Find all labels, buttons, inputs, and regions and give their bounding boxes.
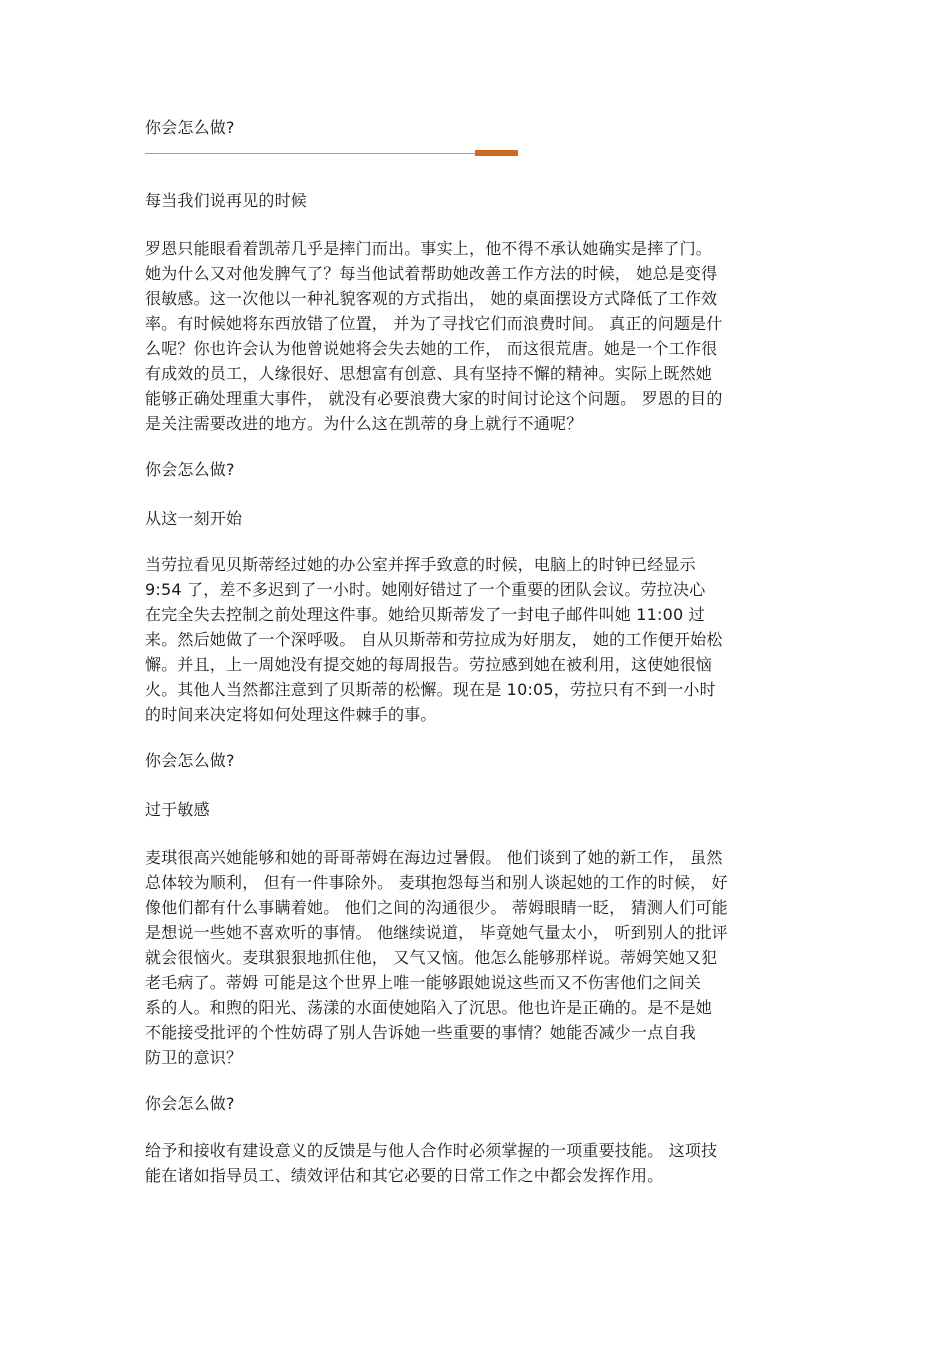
paragraph-feedback [145, 1138, 815, 1188]
paragraph-line: 防卫的意识？ [145, 1048, 243, 1067]
paragraph-line: 是想说一些她不喜欢听的事情。 他继续说道， 毕竟她气量太小， 听到别人的批评 [145, 923, 728, 942]
paragraph-line: 麦琪很高兴她能够和她的哥哥蒂姆在海边过暑假。 他们谈到了她的新工作， 虽然 [145, 848, 723, 867]
section-heading: 从这一刻开始 [145, 509, 243, 528]
paragraph-line: 系的人。和煦的阳光、荡漾的水面使她陷入了沉思。他也许是正确的。是不是她 [145, 998, 713, 1017]
title-rule [145, 153, 475, 154]
section-heading: 每当我们说再见的时候 [145, 191, 308, 210]
paragraph-line: 9:54 了，差不多迟到了一小时。她刚好错过了一个重要的团队会议。劳拉决心 [145, 580, 706, 599]
paragraph-line: 老毛病了。蒂姆 可能是这个世界上唯一能够跟她说这些而又不伤害他们之间关 [145, 973, 702, 992]
paragraph-line: 有成效的员工，人缘很好、思想富有创意、具有坚持不懈的精神。实际上既然她 [145, 364, 713, 383]
section-heading: 你会怎么做? [145, 1094, 235, 1113]
page-title: 你会怎么做? [145, 118, 235, 137]
paragraph-line: 就会很恼火。麦琪狠狠地抓住他， 又气又恼。他怎么能够那样说。蒂姆笑她又犯 [145, 948, 718, 967]
paragraph-line: 是关注需要改进的地方。为什么这在凯蒂的身上就行不通呢？ [145, 414, 583, 433]
section-heading: 你会怎么做? [145, 751, 235, 770]
paragraph-line: 在完全失去控制之前处理这件事。她给贝斯蒂发了一封电子邮件叫她 11:00 过 [145, 605, 705, 624]
paragraph-line: 能够正确处理重大事件， 就没有必要浪费大家的时间讨论这个问题。 罗恩的目的 [145, 389, 723, 408]
section-heading: 过于敏感 [145, 800, 210, 819]
paragraph-line: 率。有时候她将东西放错了位置， 并为了寻找它们而浪费时间。 真正的问题是什 [145, 314, 723, 333]
paragraph-line: 么呢？你也许会认为他曾说她将会失去她的工作， 而这很荒唐。她是一个工作很 [145, 339, 718, 358]
paragraph-ron-katie [145, 236, 815, 436]
paragraph-line: 来。然后她做了一个深呼吸。 自从贝斯蒂和劳拉成为好朋友， 她的工作便开始松 [145, 630, 723, 649]
paragraph-maggie-tim [145, 845, 815, 1070]
paragraph-line: 罗恩只能眼看着凯蒂几乎是摔门而出。事实上，他不得不承认她确实是摔了门。 [145, 239, 713, 258]
paragraph-line: 不能接受批评的个性妨碍了别人告诉她一些重要的事情？她能否减少一点自我 [145, 1023, 696, 1042]
paragraph-line: 很敏感。这一次他以一种礼貌客观的方式指出， 她的桌面摆设方式降低了工作效 [145, 289, 718, 308]
paragraph-line: 总体较为顺利， 但有一件事除外。 麦琪抱怨每当和别人谈起她的工作的时候， 好 [145, 873, 728, 892]
paragraph-line: 当劳拉看见贝斯蒂经过她的办公室并挥手致意的时候，电脑上的时钟已经显示 [145, 555, 696, 574]
paragraph-line: 懈。并且，上一周她没有提交她的每周报告。劳拉感到她在被利用，这使她很恼 [145, 655, 713, 674]
paragraph-line: 给予和接收有建设意义的反馈是与他人合作时必须掌握的一项重要技能。 这项技 [145, 1141, 718, 1160]
paragraph-line: 能在诸如指导员工、绩效评估和其它必要的日常工作之中都会发挥作用。 [145, 1166, 664, 1185]
paragraph-line: 她为什么又对他发脾气了？每当他试着帮助她改善工作方法的时候， 她总是变得 [145, 264, 718, 283]
paragraph-line: 火。其他人当然都注意到了贝斯蒂的松懈。现在是 10:05，劳拉只有不到一小时 [145, 680, 716, 699]
paragraph-laura-betsy [145, 552, 815, 727]
paragraph-line: 像他们都有什么事瞒着她。 他们之间的沟通很少。 蒂姆眼睛一眨， 猜测人们可能 [145, 898, 728, 917]
paragraph-line: 的时间来决定将如何处理这件棘手的事。 [145, 705, 437, 724]
section-heading: 你会怎么做? [145, 460, 235, 479]
title-rule-accent [475, 150, 518, 156]
